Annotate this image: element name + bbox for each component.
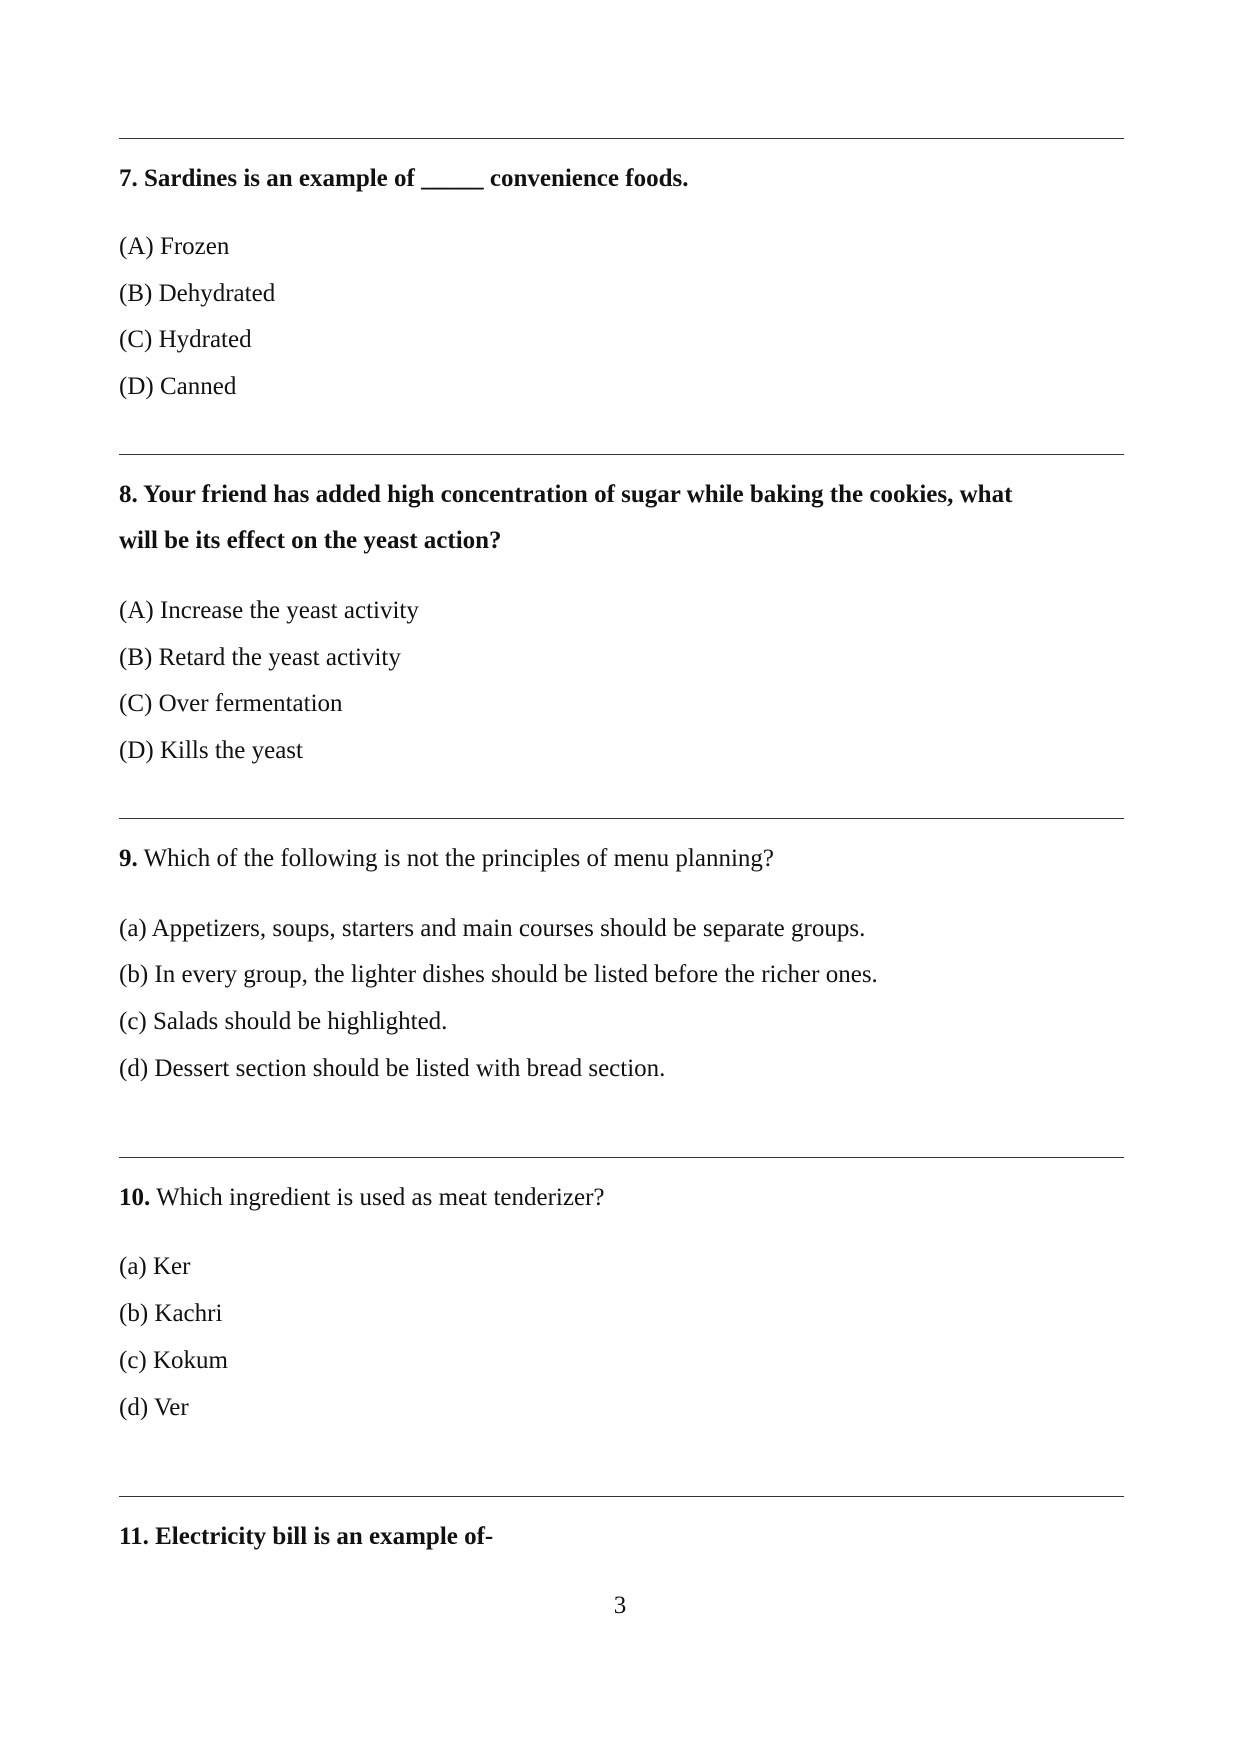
question-number: 9.: [119, 845, 138, 872]
option: (B) Dehydrated: [119, 280, 276, 307]
option: (C) Hydrated: [119, 326, 252, 353]
question-text-line1: Your friend has added high concentration of sugar while baking the cookies, what: [143, 481, 1013, 508]
option: (a) Appetizers, soups, starters and main courses should be separate groups.: [119, 915, 866, 942]
divider: [119, 1496, 1124, 1497]
question-9: [119, 836, 1129, 882]
divider: [119, 138, 1124, 139]
divider: [119, 818, 1124, 819]
question-text: Which of the following is not the principles of menu planning?: [143, 845, 774, 872]
option: (b) In every group, the lighter dishes should be listed before the richer ones.: [119, 961, 878, 988]
option: (c) Salads should be highlighted.: [119, 1008, 448, 1035]
question-11: [119, 1514, 1129, 1560]
question-text-line2: will be its effect on the yeast action?: [119, 527, 502, 554]
option: (d) Dessert section should be listed with bread section.: [119, 1055, 666, 1082]
question-7: [119, 156, 1129, 202]
question-number: 11.: [119, 1523, 149, 1550]
question-text: Electricity bill is an example of-: [155, 1523, 494, 1550]
question-8: [119, 472, 1129, 564]
option: (b) Kachri: [119, 1300, 223, 1327]
question-10: [119, 1175, 1129, 1221]
option: (c) Kokum: [119, 1347, 228, 1374]
divider: [119, 454, 1124, 455]
page-number: 3: [613, 1592, 627, 1619]
question-text: Sardines is an example of _____ convenience foods.: [144, 165, 689, 192]
question-text: Which ingredient is used as meat tenderizer?: [156, 1184, 605, 1211]
divider: [119, 1157, 1124, 1158]
option: (d) Ver: [119, 1394, 189, 1421]
option: (D) Kills the yeast: [119, 737, 303, 764]
question-number: 7.: [119, 165, 138, 192]
option: (A) Frozen: [119, 233, 230, 260]
option: (D) Canned: [119, 373, 237, 400]
option: (B) Retard the yeast activity: [119, 644, 401, 671]
option: (A) Increase the yeast activity: [119, 597, 419, 624]
question-number: 10.: [119, 1184, 151, 1211]
option: (a) Ker: [119, 1253, 191, 1280]
question-number: 8.: [119, 481, 138, 508]
option: (C) Over fermentation: [119, 690, 343, 717]
